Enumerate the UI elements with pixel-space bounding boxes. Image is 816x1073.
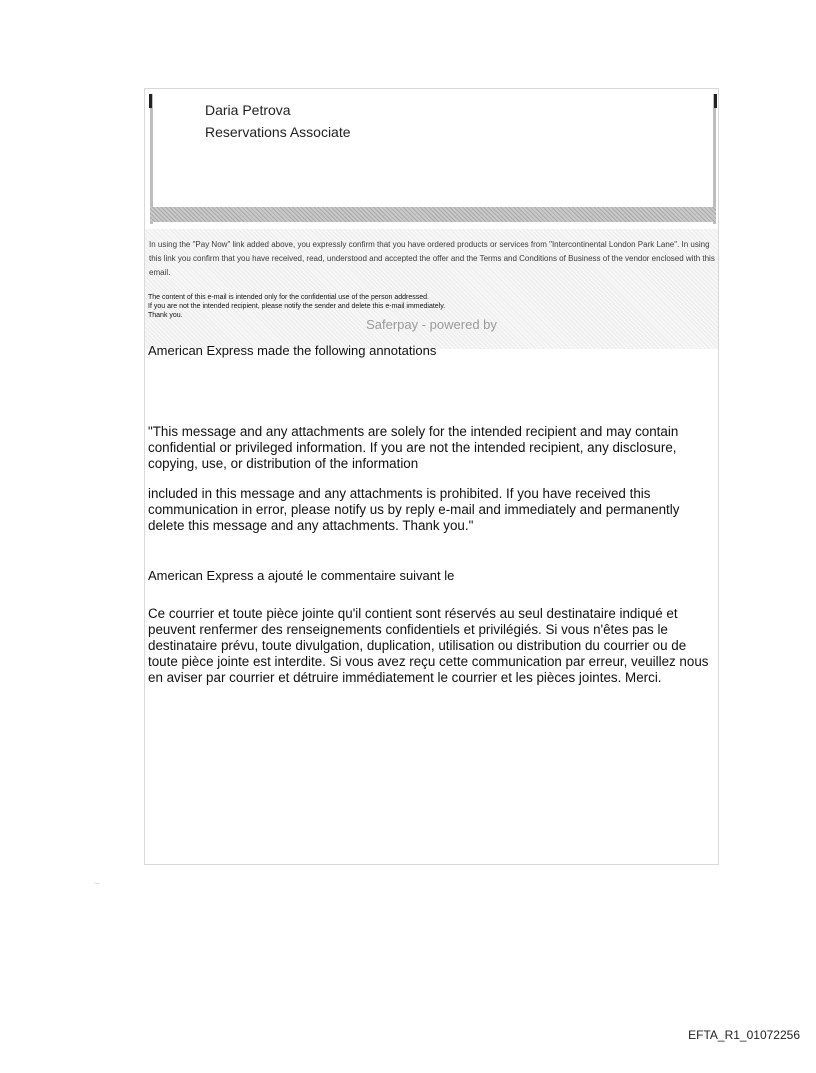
confidentiality-line-1: The content of this e-mail is intended only for the confidential use of the person addressed. [148, 294, 429, 301]
signature-name: Daria Petrova [205, 102, 291, 118]
confidentiality-line-3: Thank you. [148, 312, 183, 319]
amex-heading-english: American Express made the following annotations [148, 343, 437, 358]
scan-artifact: ·— [94, 880, 100, 885]
payment-notice-text: In using the "Pay Now" link added above, you expressly confirm that you have ordered products or services from "Intercontinental London Park Lane". In using this link you confirm that you have received, read, understood and accepted the offer and the Terms and Conditions of Business of the vendor enclosed with this email. [149, 240, 715, 277]
signature-title: Reservations Associate [205, 124, 351, 140]
amex-disclaimer-paragraph-1: "This message and any attachments are solely for the intended recipient and may contain confidential or privileged information. If you are not the intended recipient, any disclosure, copying, use, or distribution of the information [148, 424, 679, 471]
content-column [146, 0, 716, 1073]
confidentiality-notice [148, 293, 708, 320]
saferpay-label: Saferpay - powered by [366, 317, 497, 332]
amex-disclaimer-french: Ce courrier et toute pièce jointe qu'il contient sont réservés au seul destinataire indiqué et peuvent renfermer des renseignements confidentiels et privilégiés. Si vous n'êtes pas le destinataire prévu, toute divulgation, duplication, utilisation ou distribution du courrier ou de toute pièce jointe est interdite. Si vous avez reçu cette communication par erreur, veuillez nous en aviser par courrier et détruire immédiatement le courrier et les pièces jointes. Merci. [148, 606, 709, 685]
amex-disclaimer-paragraph-2: included in this message and any attachments is prohibited. If you have received this communication in error, please notify us by reply e-mail and immediately and permanently delete this message and any attachments. Thank you." [148, 486, 680, 533]
confidentiality-line-2: If you are not the intended recipient, please notify the sender and delete this e-mail immediately. [148, 303, 446, 310]
amex-heading-french: American Express a ajouté le commentaire suivant le [148, 568, 455, 583]
document-id: EFTA_R1_01072256 [688, 1028, 800, 1042]
